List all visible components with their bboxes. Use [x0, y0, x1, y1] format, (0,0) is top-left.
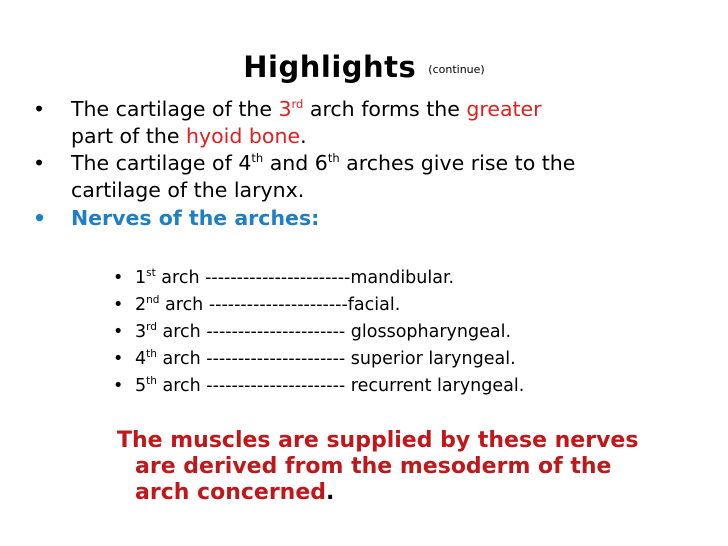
arch-number: 5 [135, 376, 147, 396]
bullet-larynx [33, 150, 713, 204]
bullet-text: arches give rise to the [339, 151, 576, 175]
bullet-dot: • [33, 97, 46, 121]
bullet-dot: • [33, 151, 46, 175]
note-line-last [117, 480, 697, 506]
ordinal-suffix: th [146, 375, 157, 388]
bullet-text: The cartilage of 4 [71, 151, 252, 175]
note-line: The muscles are supplied by these nerves [117, 428, 639, 453]
bullet-dot: • [113, 349, 124, 369]
ordinal-suffix: th [327, 151, 340, 166]
title-sub: (continue) [428, 63, 485, 76]
note-period: . [326, 480, 335, 505]
bullet-text: . [300, 124, 307, 148]
bullet-third-arch [33, 96, 713, 150]
bullet-text: part of the [71, 124, 186, 148]
nerve-text: arch ---------------------- superior laryngeal. [156, 349, 516, 369]
ordinal-suffix: th [251, 151, 264, 166]
ordinal-suffix: rd [291, 97, 304, 112]
bullet-nerves-heading [33, 205, 713, 232]
nerve-list [113, 265, 713, 400]
highlight-text: hyoid bone [186, 124, 301, 148]
muscles-note [117, 428, 697, 506]
arch-number: 2 [135, 295, 147, 315]
bullet-dot: • [113, 322, 124, 342]
nerve-text: arch ---------------------- recurrent laryngeal. [156, 376, 525, 396]
ordinal-suffix: rd [146, 321, 157, 334]
nerve-item [113, 292, 713, 319]
slide-title [0, 50, 728, 84]
arch-number: 3 [135, 322, 147, 342]
nerve-item [113, 265, 713, 292]
note-line: are derived from the mesoderm of the [135, 454, 612, 479]
bullet-text: The cartilage of the [71, 97, 279, 121]
bullet-dot: • [113, 376, 124, 396]
arch-number: 4 [135, 349, 147, 369]
ordinal-suffix: th [146, 348, 157, 361]
bullet-dot: • [33, 206, 47, 230]
nerve-text: arch ---------------------- glossopharyngeal. [156, 322, 512, 342]
bullet-text: and 6 [263, 151, 328, 175]
title-main: Highlights [243, 50, 417, 84]
nerve-item [113, 373, 713, 400]
bullet-dot: • [113, 268, 124, 288]
arch-number: 3 [278, 97, 292, 121]
bullet-text: Nerves of the arches: [71, 206, 320, 230]
main-bullet-list [33, 96, 713, 232]
highlight-text: greater [466, 97, 542, 121]
nerve-item [113, 346, 713, 373]
nerve-text: arch -----------------------mandibular. [155, 268, 455, 288]
ordinal-suffix: nd [146, 294, 160, 307]
ordinal-suffix: st [146, 267, 156, 280]
nerve-text: arch ----------------------facial. [159, 295, 401, 315]
bullet-text: cartilage of the larynx. [71, 178, 305, 202]
note-line: arch concerned [135, 480, 327, 505]
arch-number: 1 [135, 268, 147, 288]
bullet-text: arch forms the [303, 97, 467, 121]
nerve-item [113, 319, 713, 346]
bullet-dot: • [113, 295, 124, 315]
